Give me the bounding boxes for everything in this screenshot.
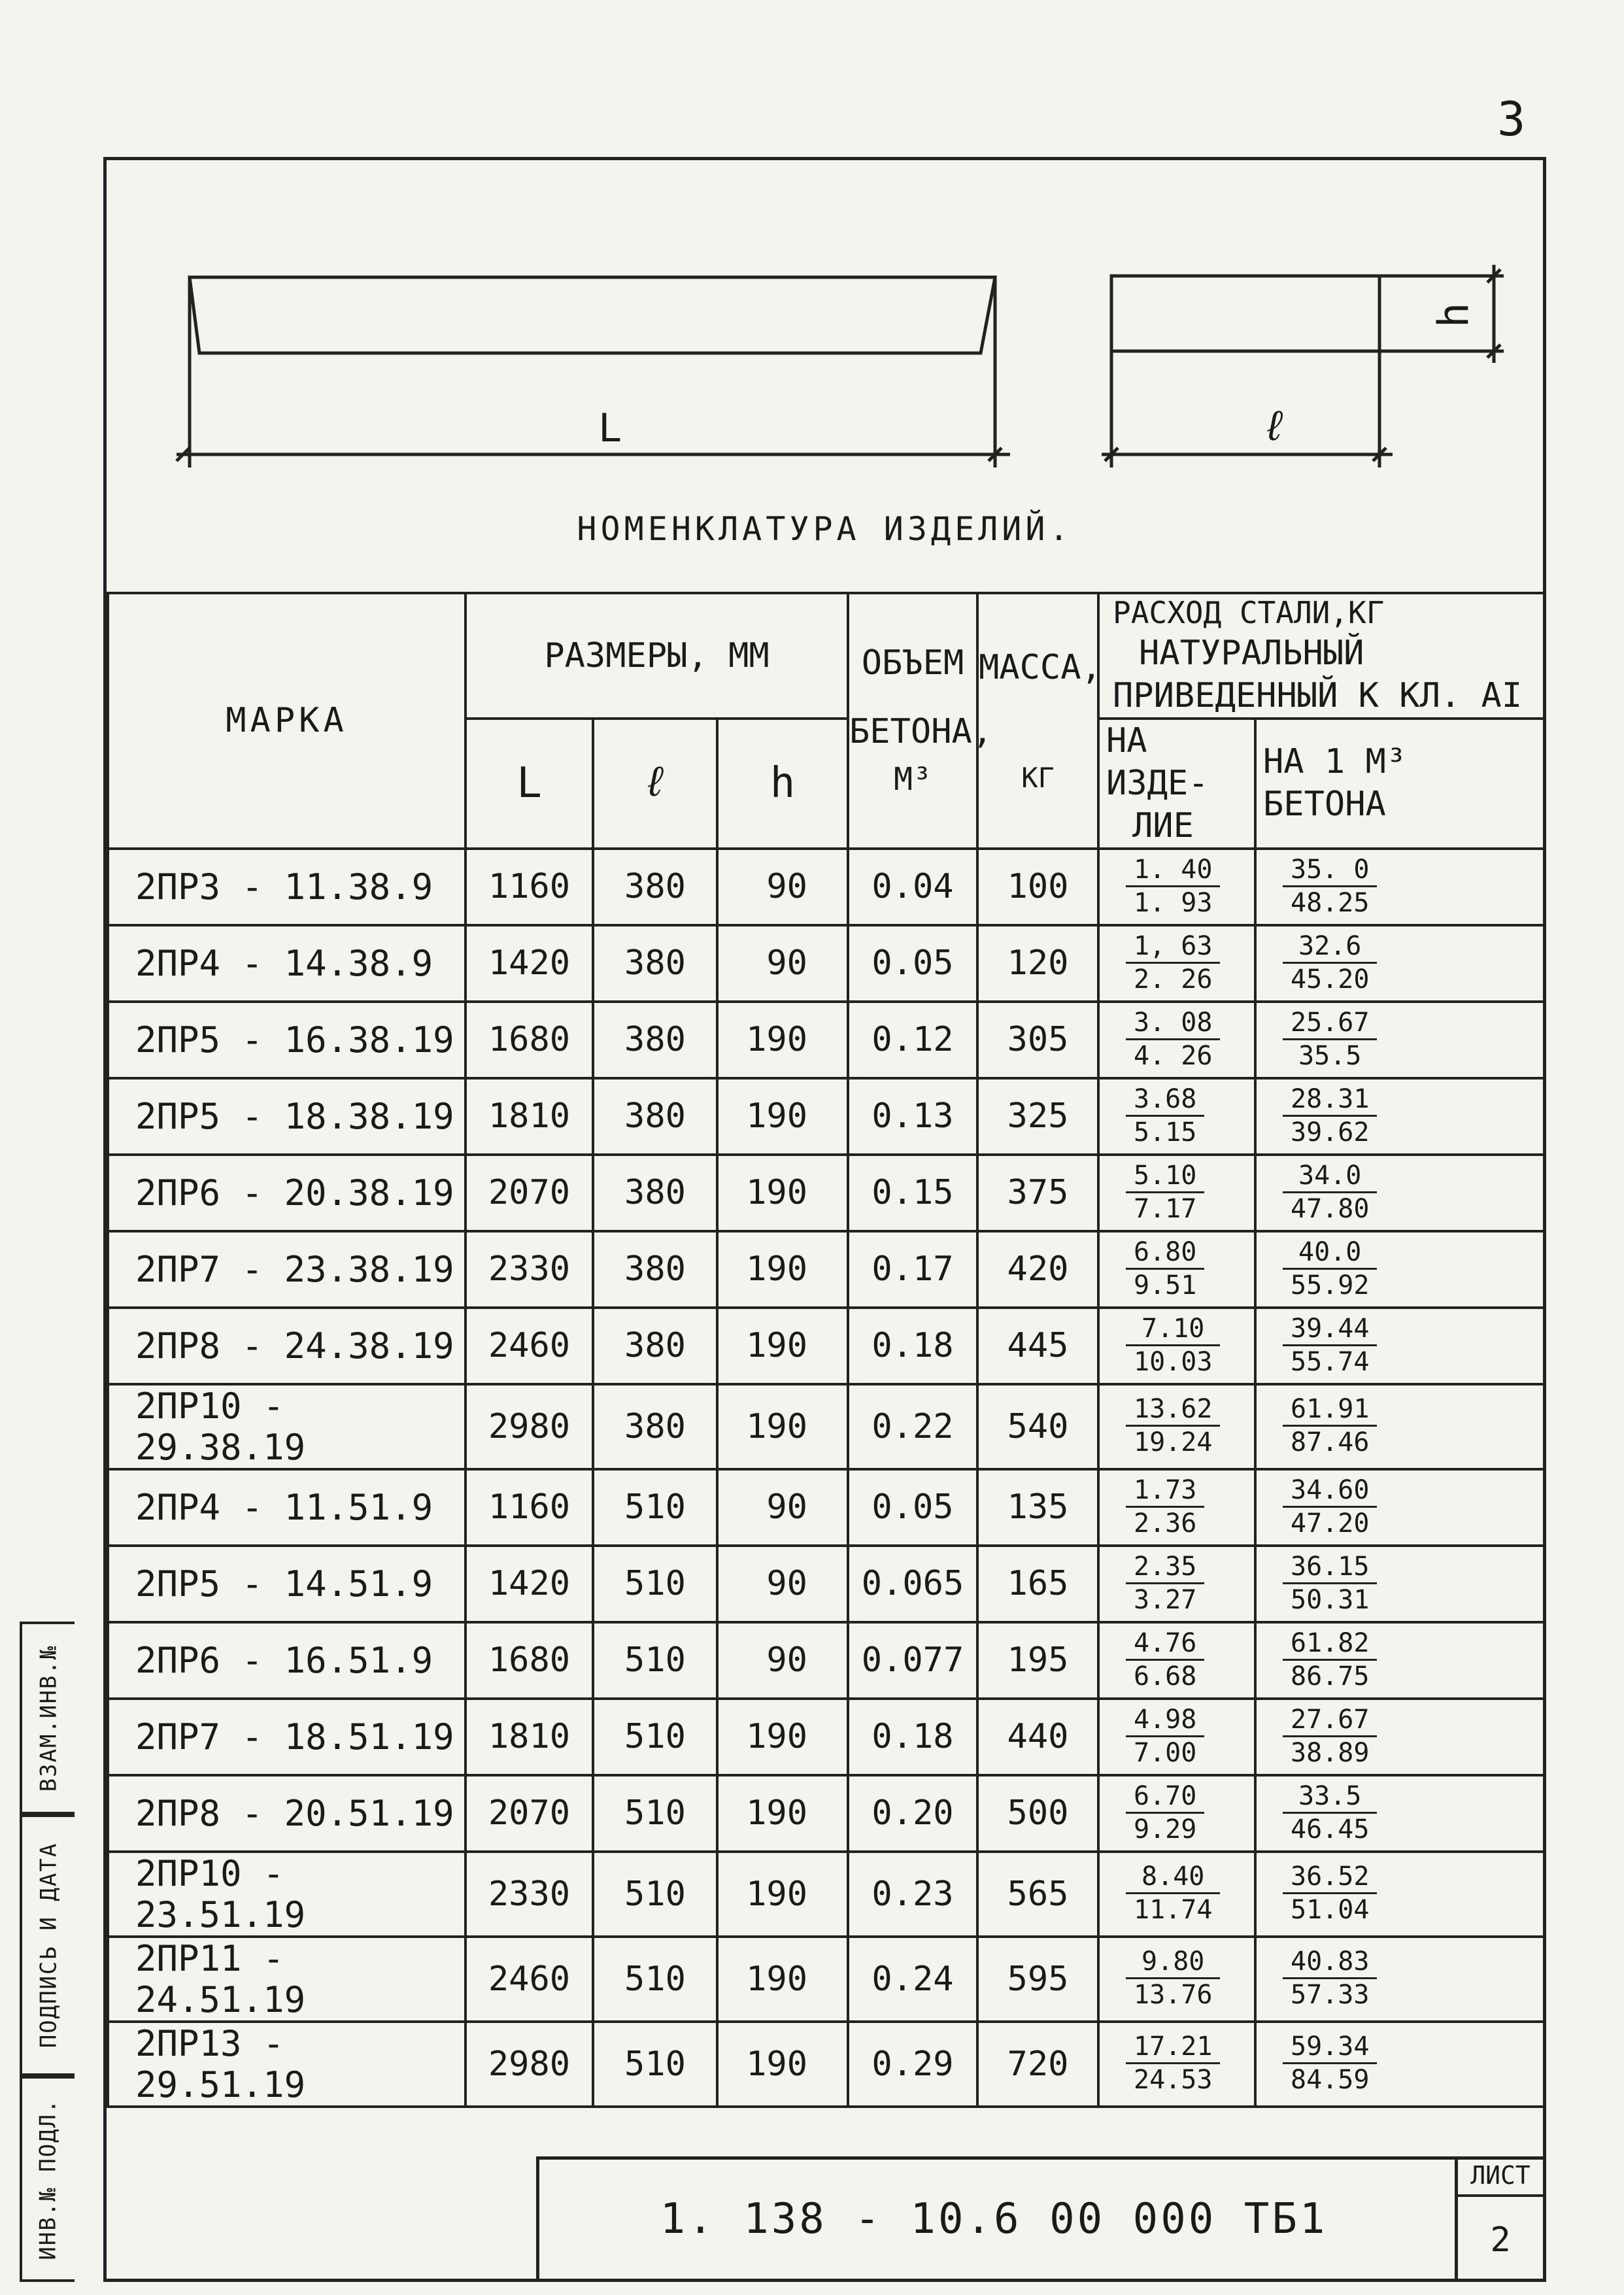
header-per-m3-line1: НА 1 М³ (1263, 742, 1407, 781)
steel-reduced: 45.20 (1291, 964, 1370, 994)
label-length: L (598, 405, 622, 451)
cell-width: 380 (593, 1308, 717, 1384)
cell-width: 510 (593, 1852, 717, 1937)
cell-steel-per-m3 (1255, 925, 1544, 1002)
fraction (1283, 1704, 1377, 1769)
cell-width: 510 (593, 1775, 717, 1852)
cell-mark: 2ПР6 - 16.51.9 (108, 1622, 465, 1699)
fraction (1126, 854, 1220, 919)
cell-width: 510 (593, 1546, 717, 1622)
header-mass-unit: КГ (1021, 761, 1055, 794)
table-row (108, 1699, 1544, 1775)
cell-volume: 0.22 (848, 1384, 977, 1469)
stamp-sign-date-label: ПОДПИСЬ И ДАТА (35, 1842, 62, 2048)
cell-length: 1680 (465, 1622, 593, 1699)
cell-volume: 0.18 (848, 1308, 977, 1384)
cell-mark: 2ПР7 - 23.38.19 (108, 1231, 465, 1308)
table-row (108, 925, 1544, 1002)
cell-steel-per-item (1098, 849, 1255, 925)
cell-steel-per-item (1098, 2022, 1255, 2107)
fraction (1126, 1627, 1204, 1692)
steel-reduced: 86.75 (1291, 1661, 1370, 1692)
cell-mass: 100 (977, 849, 1098, 925)
cell-width: 380 (593, 1078, 717, 1155)
document-number: 1. 138 - 10.6 00 000 ТБ1 (660, 2195, 1328, 2243)
sheet-corner-mark: 3 (1497, 92, 1526, 146)
steel-reduced: 51.04 (1291, 1895, 1370, 1925)
cell-steel-per-item (1098, 1775, 1255, 1852)
steel-natural: 9.80 (1126, 1946, 1220, 1979)
table-body (108, 849, 1544, 2107)
fraction (1283, 1007, 1377, 1072)
cell-width: 380 (593, 849, 717, 925)
cell-length: 2980 (465, 1384, 593, 1469)
steel-natural: 8.40 (1126, 1861, 1220, 1894)
cell-length: 1420 (465, 1546, 593, 1622)
steel-reduced: 39.62 (1291, 1117, 1370, 1148)
header-steel (1098, 593, 1544, 719)
table-row (108, 1937, 1544, 2022)
cell-width: 510 (593, 1699, 717, 1775)
fraction (1283, 1946, 1377, 2011)
cell-steel-per-item (1098, 1852, 1255, 1937)
cell-length: 2460 (465, 1937, 593, 2022)
fraction (1126, 1007, 1220, 1072)
steel-reduced: 57.33 (1291, 1980, 1370, 2010)
fraction (1283, 2031, 1377, 2096)
table-row (108, 1546, 1544, 1622)
cell-steel-per-m3 (1255, 1002, 1544, 1078)
cell-steel-per-item (1098, 1078, 1255, 1155)
steel-reduced: 47.80 (1291, 1193, 1370, 1224)
steel-reduced: 47.20 (1291, 1508, 1370, 1538)
fraction (1283, 1551, 1377, 1616)
fraction (1283, 930, 1377, 995)
fraction (1126, 1236, 1204, 1301)
cell-mark: 2ПР8 - 20.51.19 (108, 1775, 465, 1852)
cell-height: 190 (717, 1937, 848, 2022)
steel-natural: 40.0 (1283, 1236, 1377, 1270)
cell-height: 190 (717, 2022, 848, 2107)
cell-mark: 2ПР5 - 14.51.9 (108, 1546, 465, 1622)
steel-natural: 59.34 (1283, 2031, 1377, 2064)
header-per-m3 (1255, 719, 1544, 849)
steel-natural: 28.31 (1283, 1083, 1377, 1117)
steel-reduced: 55.74 (1291, 1346, 1370, 1377)
steel-natural: 36.15 (1283, 1551, 1377, 1584)
cell-length: 2070 (465, 1155, 593, 1231)
cell-volume: 0.12 (848, 1002, 977, 1078)
cell-height: 90 (717, 925, 848, 1002)
fraction (1126, 1313, 1220, 1378)
cell-steel-per-m3 (1255, 1546, 1544, 1622)
cell-mark: 2ПР8 - 24.38.19 (108, 1308, 465, 1384)
steel-reduced: 4. 26 (1134, 1040, 1213, 1071)
header-dim-L: L (465, 719, 593, 849)
cell-volume: 0.29 (848, 2022, 977, 2107)
fraction (1283, 854, 1377, 919)
fraction (1126, 2031, 1220, 2096)
cell-mark: 2ПР5 - 18.38.19 (108, 1078, 465, 1155)
cell-volume: 0.13 (848, 1078, 977, 1155)
fraction (1126, 1946, 1220, 2011)
header-per-item-line2: ЛИЕ (1132, 806, 1194, 845)
steel-reduced: 46.45 (1291, 1814, 1370, 1844)
steel-natural: 32.6 (1283, 930, 1377, 964)
cell-length: 1810 (465, 1078, 593, 1155)
steel-natural: 27.67 (1283, 1704, 1377, 1737)
table-row (108, 1155, 1544, 1231)
header-mark: МАРКА (108, 593, 465, 849)
fraction (1126, 930, 1220, 995)
steel-natural: 61.91 (1283, 1393, 1377, 1427)
fraction (1283, 1474, 1377, 1539)
cell-steel-per-m3 (1255, 1078, 1544, 1155)
cell-width: 510 (593, 2022, 717, 2107)
cell-mark: 2ПР5 - 16.38.19 (108, 1002, 465, 1078)
cell-mass: 445 (977, 1308, 1098, 1384)
product-sketch (0, 0, 1624, 588)
cell-length: 2070 (465, 1775, 593, 1852)
steel-natural: 34.0 (1283, 1160, 1377, 1193)
cell-length: 2980 (465, 2022, 593, 2107)
beam-section-outline (1111, 276, 1379, 351)
cell-mark: 2ПР7 - 18.51.19 (108, 1699, 465, 1775)
steel-reduced: 48.25 (1291, 887, 1370, 918)
page-title: НОМЕНКЛАТУРА ИЗДЕЛИЙ. (577, 510, 1073, 548)
cell-volume: 0.04 (848, 849, 977, 925)
stamp-inv-replace (20, 1622, 75, 1814)
steel-natural: 35. 0 (1283, 854, 1377, 887)
header-volume-line2: БЕТОНА, (849, 712, 993, 752)
steel-reduced: 2.36 (1134, 1508, 1197, 1538)
cell-steel-per-item (1098, 1002, 1255, 1078)
header-steel-line3: ПРИВЕДЕННЫЙ К КЛ. AI (1113, 675, 1523, 715)
cell-width: 510 (593, 1469, 717, 1546)
cell-volume: 0.23 (848, 1852, 977, 1937)
steel-reduced: 5.15 (1134, 1117, 1197, 1148)
table-row (108, 1469, 1544, 1546)
table-row (108, 1308, 1544, 1384)
label-height: h (1430, 302, 1479, 328)
cell-volume: 0.05 (848, 925, 977, 1002)
cell-volume: 0.077 (848, 1622, 977, 1699)
steel-reduced: 19.24 (1134, 1427, 1213, 1457)
table-row (108, 1384, 1544, 1469)
fraction (1283, 1083, 1377, 1148)
sheet-label: ЛИСТ (1455, 2156, 1546, 2197)
cell-steel-per-m3 (1255, 1699, 1544, 1775)
steel-reduced: 24.53 (1134, 2065, 1213, 2095)
steel-natural: 40.83 (1283, 1946, 1377, 1979)
cell-steel-per-item (1098, 1699, 1255, 1775)
steel-natural: 5.10 (1126, 1160, 1204, 1193)
steel-natural: 3. 08 (1126, 1007, 1220, 1040)
steel-reduced: 7.00 (1134, 1737, 1197, 1768)
header-per-item (1098, 719, 1255, 849)
cell-steel-per-m3 (1255, 1308, 1544, 1384)
steel-natural: 1, 63 (1126, 930, 1220, 964)
cell-length: 2330 (465, 1852, 593, 1937)
cell-mark: 2ПР4 - 11.51.9 (108, 1469, 465, 1546)
cell-height: 190 (717, 1231, 848, 1308)
cell-height: 190 (717, 1775, 848, 1852)
header-mass-label: МАССА, (979, 647, 1102, 687)
cell-width: 380 (593, 925, 717, 1002)
table-row (108, 1231, 1544, 1308)
steel-natural: 33.5 (1283, 1780, 1377, 1814)
steel-natural: 36.52 (1283, 1861, 1377, 1894)
beam-elevation-outline (190, 277, 995, 353)
cell-steel-per-item (1098, 1384, 1255, 1469)
cell-mass: 420 (977, 1231, 1098, 1308)
steel-natural: 39.44 (1283, 1313, 1377, 1346)
cell-volume: 0.24 (848, 1937, 977, 2022)
steel-reduced: 84.59 (1291, 2065, 1370, 2095)
fraction (1126, 1551, 1204, 1616)
stamp-inv-orig (20, 2076, 75, 2282)
table-row (108, 1775, 1544, 1852)
table-row (108, 1078, 1544, 1155)
steel-reduced: 1. 93 (1134, 887, 1213, 918)
cell-height: 90 (717, 1622, 848, 1699)
cell-mass: 500 (977, 1775, 1098, 1852)
steel-reduced: 50.31 (1291, 1584, 1370, 1615)
cell-length: 1160 (465, 849, 593, 925)
cell-height: 90 (717, 1546, 848, 1622)
cell-steel-per-item (1098, 1231, 1255, 1308)
steel-natural: 6.80 (1126, 1236, 1204, 1270)
cell-length: 1160 (465, 1469, 593, 1546)
steel-natural: 4.76 (1126, 1627, 1204, 1661)
cell-mark: 2ПР3 - 11.38.9 (108, 849, 465, 925)
fraction (1126, 1393, 1220, 1458)
cell-length: 1420 (465, 925, 593, 1002)
steel-natural: 1. 40 (1126, 854, 1220, 887)
cell-width: 510 (593, 1622, 717, 1699)
fraction (1283, 1627, 1377, 1692)
sheet-number: 2 (1490, 2220, 1511, 2260)
header-steel-line2: НАТУРАЛЬНЫЙ (1139, 633, 1364, 673)
cell-mass: 135 (977, 1469, 1098, 1546)
table-row (108, 1002, 1544, 1078)
cell-mark: 2ПР11 - 24.51.19 (108, 1937, 465, 2022)
cell-mark: 2ПР4 - 14.38.9 (108, 925, 465, 1002)
cell-steel-per-item (1098, 1546, 1255, 1622)
steel-natural: 34.60 (1283, 1474, 1377, 1508)
header-mass (977, 593, 1102, 849)
cell-mass: 565 (977, 1852, 1098, 1937)
steel-natural: 3.68 (1126, 1083, 1204, 1117)
fraction (1126, 1083, 1204, 1148)
cell-width: 380 (593, 1155, 717, 1231)
header-per-item-line1: НА ИЗДЕ- (1106, 721, 1209, 803)
cell-height: 190 (717, 1699, 848, 1775)
label-width: ℓ (1262, 402, 1287, 450)
fraction (1283, 1313, 1377, 1378)
nomenclature-table (107, 592, 1546, 2108)
fraction (1126, 1780, 1204, 1845)
cell-length: 1680 (465, 1002, 593, 1078)
header-per-m3-line2: БЕТОНА (1263, 785, 1386, 824)
cell-mass: 375 (977, 1155, 1098, 1231)
table-row (108, 849, 1544, 925)
stamp-sign-date (20, 1814, 75, 2076)
steel-reduced: 3.27 (1134, 1584, 1197, 1615)
header-volume-unit: М³ (894, 761, 932, 798)
table-row (108, 2022, 1544, 2107)
cell-steel-per-item (1098, 1622, 1255, 1699)
steel-reduced: 6.68 (1134, 1661, 1197, 1692)
cell-length: 2330 (465, 1231, 593, 1308)
cell-mass: 440 (977, 1699, 1098, 1775)
fraction (1283, 1861, 1377, 1926)
steel-natural: 25.67 (1283, 1007, 1377, 1040)
cell-mass: 720 (977, 2022, 1098, 2107)
steel-natural: 17.21 (1126, 2031, 1220, 2064)
cell-height: 190 (717, 1155, 848, 1231)
cell-steel-per-m3 (1255, 1852, 1544, 1937)
steel-natural: 1.73 (1126, 1474, 1204, 1508)
stamp-inv-replace-label: ВЗАМ.ИНВ.№ (35, 1644, 62, 1792)
steel-reduced: 35.5 (1298, 1040, 1362, 1071)
cell-steel-per-item (1098, 1155, 1255, 1231)
cell-steel-per-item (1098, 1308, 1255, 1384)
fraction (1126, 1160, 1204, 1225)
cell-height: 190 (717, 1002, 848, 1078)
cell-steel-per-m3 (1255, 1775, 1544, 1852)
cell-steel-per-m3 (1255, 2022, 1544, 2107)
cell-volume: 0.18 (848, 1699, 977, 1775)
steel-natural: 6.70 (1126, 1780, 1204, 1814)
cell-steel-per-m3 (1255, 1155, 1544, 1231)
cell-steel-per-item (1098, 1937, 1255, 2022)
fraction (1283, 1236, 1377, 1301)
table-row (108, 1622, 1544, 1699)
cell-height: 190 (717, 1384, 848, 1469)
steel-reduced: 87.46 (1291, 1427, 1370, 1457)
steel-reduced: 38.89 (1291, 1737, 1370, 1768)
header-volume-line1: ОБЪЕМ (861, 643, 964, 683)
cell-mark: 2ПР6 - 20.38.19 (108, 1155, 465, 1231)
steel-natural: 2.35 (1126, 1551, 1204, 1584)
header-volume (848, 593, 993, 849)
steel-natural: 4.98 (1126, 1704, 1204, 1737)
cell-steel-per-m3 (1255, 1622, 1544, 1699)
cell-mark: 2ПР10 - 29.38.19 (108, 1384, 465, 1469)
header-dimensions: РАЗМЕРЫ, ММ (465, 593, 848, 719)
cell-mass: 305 (977, 1002, 1098, 1078)
cell-volume: 0.20 (848, 1775, 977, 1852)
steel-reduced: 11.74 (1134, 1895, 1213, 1925)
cell-volume: 0.05 (848, 1469, 977, 1546)
steel-reduced: 55.92 (1291, 1270, 1370, 1300)
steel-natural: 13.62 (1126, 1393, 1220, 1427)
steel-natural: 61.82 (1283, 1627, 1377, 1661)
cell-height: 90 (717, 1469, 848, 1546)
cell-height: 190 (717, 1308, 848, 1384)
cell-mass: 195 (977, 1622, 1098, 1699)
cell-width: 380 (593, 1384, 717, 1469)
cell-volume: 0.065 (848, 1546, 977, 1622)
header-steel-line1: РАСХОД СТАЛИ,КГ (1113, 595, 1385, 630)
cell-steel-per-m3 (1255, 1231, 1544, 1308)
cell-mark: 2ПР10 - 23.51.19 (108, 1852, 465, 1937)
fraction (1126, 1474, 1204, 1539)
cell-mass: 595 (977, 1937, 1098, 2022)
cell-volume: 0.15 (848, 1155, 977, 1231)
cell-steel-per-item (1098, 1469, 1255, 1546)
cell-mass: 325 (977, 1078, 1098, 1155)
fraction (1283, 1393, 1377, 1458)
steel-reduced: 9.51 (1134, 1270, 1197, 1300)
fraction (1126, 1704, 1204, 1769)
table-row (108, 1852, 1544, 1937)
steel-reduced: 7.17 (1134, 1193, 1197, 1224)
cell-height: 190 (717, 1078, 848, 1155)
fraction (1126, 1861, 1220, 1926)
steel-reduced: 2. 26 (1134, 964, 1213, 994)
cell-steel-per-m3 (1255, 849, 1544, 925)
cell-mass: 540 (977, 1384, 1098, 1469)
fraction (1283, 1160, 1377, 1225)
header-dim-h: h (717, 719, 848, 849)
steel-reduced: 10.03 (1134, 1346, 1213, 1377)
cell-height: 90 (717, 849, 848, 925)
steel-natural: 7.10 (1126, 1313, 1220, 1346)
cell-volume: 0.17 (848, 1231, 977, 1308)
cell-height: 190 (717, 1852, 848, 1937)
cell-width: 380 (593, 1231, 717, 1308)
fraction (1283, 1780, 1377, 1845)
cell-length: 2460 (465, 1308, 593, 1384)
header-dim-b: ℓ (593, 719, 717, 849)
cell-mass: 120 (977, 925, 1098, 1002)
stamp-inv-orig-label: ИНВ.№ ПОДЛ. (35, 2098, 62, 2260)
cell-width: 510 (593, 1937, 717, 2022)
steel-reduced: 13.76 (1134, 1980, 1213, 2010)
cell-steel-per-m3 (1255, 1937, 1544, 2022)
cell-length: 1810 (465, 1699, 593, 1775)
cell-mass: 165 (977, 1546, 1098, 1622)
cell-steel-per-item (1098, 925, 1255, 1002)
cell-mark: 2ПР13 - 29.51.19 (108, 2022, 465, 2107)
cell-steel-per-m3 (1255, 1384, 1544, 1469)
cell-steel-per-m3 (1255, 1469, 1544, 1546)
steel-reduced: 9.29 (1134, 1814, 1197, 1844)
cell-width: 380 (593, 1002, 717, 1078)
